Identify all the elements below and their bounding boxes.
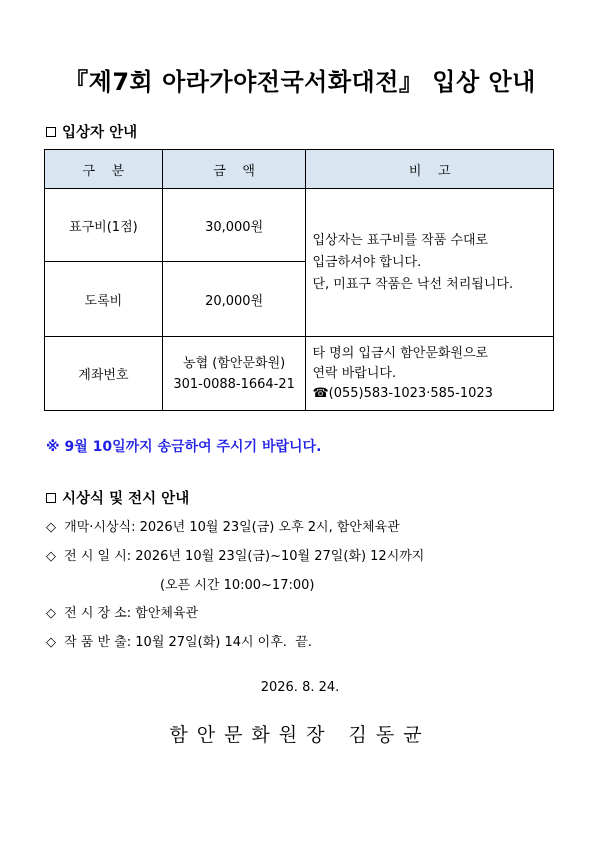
- info-item: [46, 545, 424, 564]
- remarks-line: 입금하셔야 합니다.: [312, 254, 422, 270]
- remarks-line: 타 명의 입금시 함안문화원으로: [312, 345, 489, 361]
- info-text: (오픈 시간 10:00~17:00): [160, 578, 315, 593]
- checkbox-icon: [46, 127, 56, 137]
- diamond-bullet-icon: ◇: [46, 520, 56, 535]
- column-header-category: 구 분: [45, 150, 163, 189]
- checkbox-icon: [46, 493, 56, 503]
- table-row: [45, 189, 554, 262]
- cell-category: 표구비(1점): [45, 189, 163, 262]
- section-heading-ceremony: [46, 487, 189, 508]
- cell-remarks: [306, 189, 554, 337]
- column-header-remarks: 비 고: [306, 150, 554, 189]
- remarks-line: 단, 미표구 작품은 낙선 처리됩니다.: [312, 276, 514, 292]
- diamond-bullet-icon: ◇: [46, 635, 56, 650]
- info-item: [46, 631, 312, 650]
- section-heading-winners: [46, 121, 137, 142]
- cell-account: [162, 337, 306, 411]
- info-text: 작 품 반 출: 10월 27일(화) 14시 이후. 끝.: [64, 635, 312, 650]
- info-text: 전 시 일 시: 2026년 10월 23일(금)~10월 27일(화) 12시까지: [64, 549, 425, 564]
- document-title: 『제7회 아라가야전국서화대전』 입상 안내: [64, 68, 536, 96]
- remarks-line: 입상자는 표구비를 작품 수대로: [312, 232, 489, 248]
- column-header-amount: 금 액: [162, 150, 306, 189]
- diamond-bullet-icon: ◇: [46, 606, 56, 621]
- signer-name: 함안문화원장 김동균: [169, 724, 431, 746]
- account-number: 301-0088-1664-21: [173, 376, 295, 392]
- info-item: [46, 602, 198, 621]
- cell-category: 도록비: [45, 262, 163, 337]
- cell-category: 계좌번호: [45, 337, 163, 411]
- info-text: 개막·시상식: 2026년 10월 23일(금) 오후 2시, 함안체육관: [64, 520, 400, 535]
- cell-amount: 30,000원: [162, 189, 306, 262]
- info-item: [46, 516, 400, 535]
- remarks-line: 연락 바랍니다.: [312, 365, 397, 381]
- diamond-bullet-icon: ◇: [46, 549, 56, 564]
- info-text: 전 시 장 소: 함안체육관: [64, 606, 199, 621]
- info-item-subline: [160, 574, 314, 593]
- deadline-notice: ※ 9월 10일까지 송금하여 주시기 바랍니다.: [46, 439, 322, 455]
- cell-amount: 20,000원: [162, 262, 306, 337]
- cell-remarks: [306, 337, 554, 411]
- section-heading-label: 입상자 안내: [62, 125, 138, 141]
- prize-fee-table: [44, 149, 554, 411]
- table-row-account: [45, 337, 554, 411]
- document-date: 2026. 8. 24.: [260, 680, 340, 695]
- bank-name: 농협 (함안문화원): [183, 355, 286, 371]
- contact-phone: ☎(055)583-1023·585-1023: [312, 385, 493, 401]
- table-header-row: [45, 150, 554, 189]
- section-heading-label: 시상식 및 전시 안내: [62, 491, 190, 507]
